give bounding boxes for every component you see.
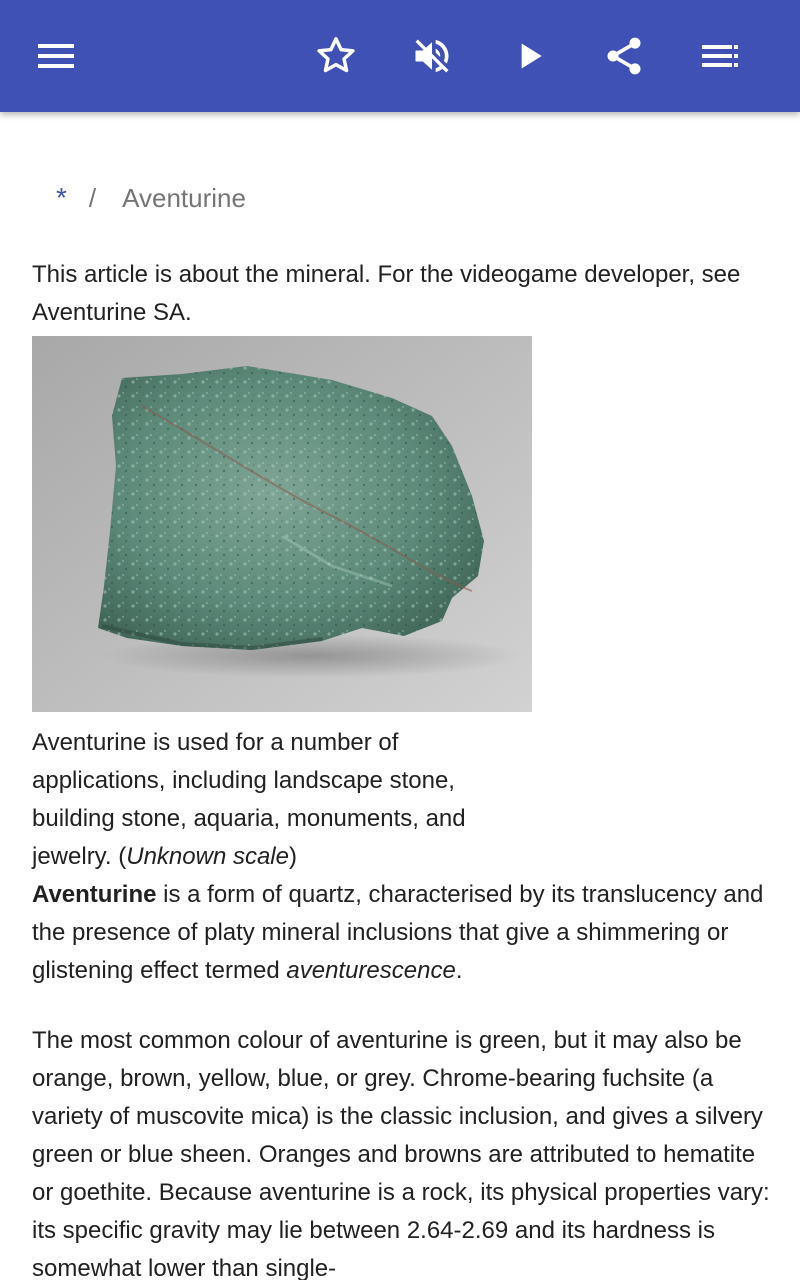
lead-paragraph (32, 876, 772, 990)
caption-close: ) (288, 843, 297, 870)
lead-text: is a form of quartz, characterised by its translucency and the presence of platy mineral inclusions that give a shimmering or glistening effect termed (32, 881, 764, 984)
breadcrumb-current: Aventurine (122, 183, 246, 213)
aventurine-photo[interactable] (32, 336, 532, 712)
breadcrumb-separator: / (88, 183, 97, 213)
app-toolbar (0, 0, 800, 112)
star-outline-icon[interactable] (308, 28, 364, 84)
article-figure (32, 336, 532, 876)
breadcrumb (56, 182, 246, 214)
toc-icon[interactable] (692, 28, 748, 84)
share-icon[interactable] (596, 28, 652, 84)
breadcrumb-home-link[interactable]: * (56, 182, 67, 213)
caption-text: Aventurine is used for a number of applications, including landscape stone, building stone, aquaria, monuments, and jewelry. ( (32, 729, 466, 870)
body-paragraph: The most common colour of aventurine is green, but it may also be orange, brown, yellow, blue, or grey. Chrome-bearing fuchsite (a variety of muscovite mica) is the classic inclusion, and gives a silvery green or blue sheen. Oranges and browns are attributed to hematite or goethite. Because aventurine is a rock, its physical properties vary: its specific gravity may lie between 2.64-2.69 and its hardness is somewhat lower than single- (32, 1027, 770, 1280)
menu-icon[interactable] (28, 28, 84, 84)
caption-scale: Unknown scale (126, 843, 289, 870)
image-caption (32, 724, 532, 876)
hatnote[interactable]: This article is about the mineral. For the videogame developer, see Aventurine SA. (32, 261, 741, 326)
lead-italic-term: aventurescence (286, 957, 456, 984)
play-icon[interactable] (502, 28, 558, 84)
article-content (0, 112, 800, 1280)
lead-end: . (455, 957, 463, 984)
article-body (32, 256, 772, 1280)
lead-term: Aventurine (32, 881, 157, 908)
volume-off-icon[interactable] (404, 28, 460, 84)
